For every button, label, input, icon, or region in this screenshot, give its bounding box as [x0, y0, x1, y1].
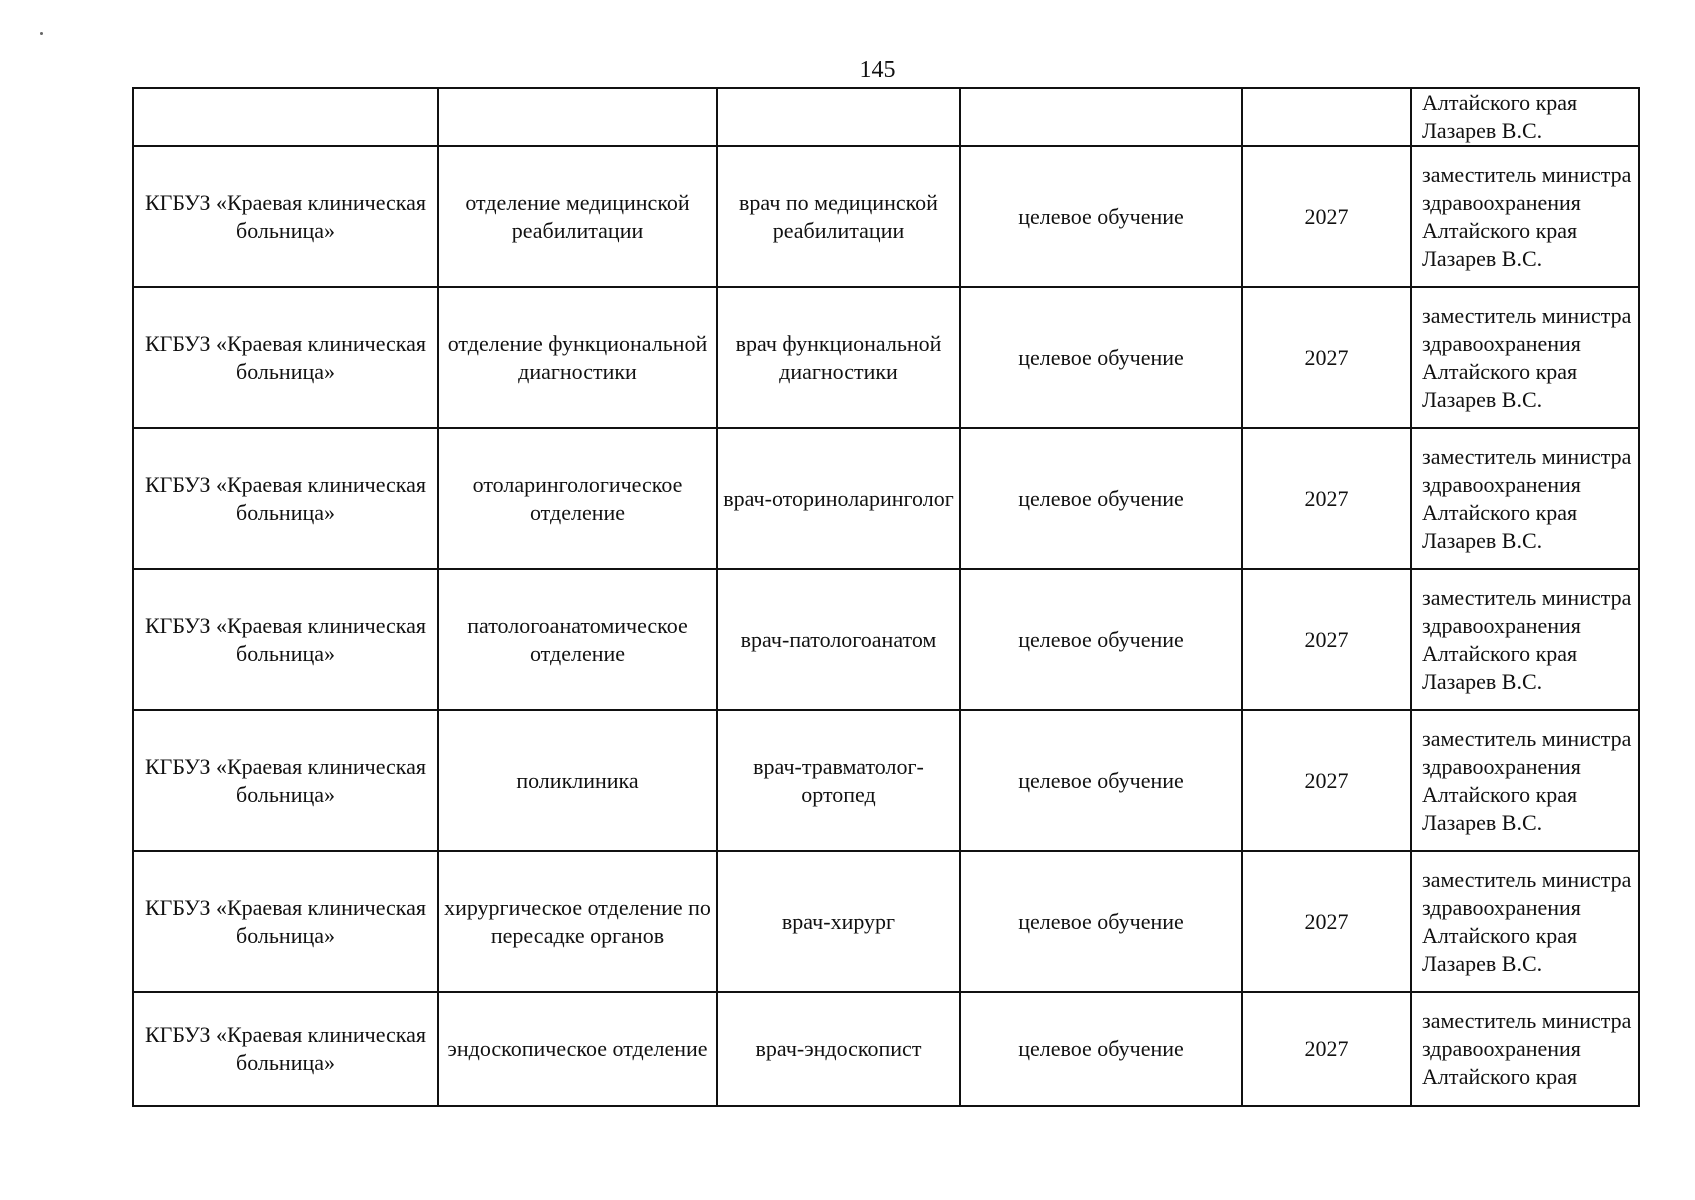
cell-org: КГБУЗ «Краевая клиническая больница»	[133, 851, 438, 992]
cell-position: врач функциональной диагностики	[717, 287, 960, 428]
cell-form: целевое обучение	[960, 710, 1242, 851]
table-row	[133, 146, 1639, 287]
staffing-table	[132, 87, 1640, 1107]
table-row	[133, 428, 1639, 569]
table-row	[133, 88, 1639, 146]
cell-position	[717, 88, 960, 146]
cell-form	[960, 88, 1242, 146]
table-row	[133, 992, 1639, 1106]
cell-year: 2027	[1242, 992, 1411, 1106]
cell-department: отделение медицинской реабилитации	[438, 146, 717, 287]
cell-org: КГБУЗ «Краевая клиническая больница»	[133, 146, 438, 287]
cell-position: врач-патологоанатом	[717, 569, 960, 710]
cell-form: целевое обучение	[960, 428, 1242, 569]
cell-department: патологоанатомическое отделение	[438, 569, 717, 710]
table-row	[133, 851, 1639, 992]
cell-form: целевое обучение	[960, 146, 1242, 287]
cell-responsible: заместитель министра здравоохранения Алтайского края Лазарев В.С.	[1411, 569, 1639, 710]
cell-org: КГБУЗ «Краевая клиническая больница»	[133, 287, 438, 428]
cell-form: целевое обучение	[960, 851, 1242, 992]
cell-form: целевое обучение	[960, 287, 1242, 428]
table-row	[133, 710, 1639, 851]
cell-department	[438, 88, 717, 146]
cell-form: целевое обучение	[960, 992, 1242, 1106]
cell-org	[133, 88, 438, 146]
scan-speck	[40, 32, 43, 35]
page-number: 145	[859, 57, 896, 83]
cell-responsible: заместитель министра здравоохранения Алтайского края	[1411, 992, 1639, 1106]
cell-org: КГБУЗ «Краевая клиническая больница»	[133, 569, 438, 710]
cell-responsible: заместитель министра здравоохранения Алтайского края Лазарев В.С.	[1411, 851, 1639, 992]
cell-position: врач по медицинской реабилитации	[717, 146, 960, 287]
cell-department: отоларингологическое отделение	[438, 428, 717, 569]
cell-year: 2027	[1242, 851, 1411, 992]
cell-year: 2027	[1242, 146, 1411, 287]
cell-position: врач-оториноларинголог	[717, 428, 960, 569]
cell-department: отделение функциональной диагностики	[438, 287, 717, 428]
cell-org: КГБУЗ «Краевая клиническая больница»	[133, 992, 438, 1106]
cell-form: целевое обучение	[960, 569, 1242, 710]
cell-responsible: заместитель министра здравоохранения Алтайского края Лазарев В.С.	[1411, 146, 1639, 287]
cell-department: эндоскопическое отделение	[438, 992, 717, 1106]
cell-year: 2027	[1242, 710, 1411, 851]
cell-responsible: заместитель министра здравоохранения Алтайского края Лазарев В.С.	[1411, 428, 1639, 569]
cell-position: врач-хирург	[717, 851, 960, 992]
cell-responsible: заместитель министра здравоохранения Алтайского края Лазарев В.С.	[1411, 710, 1639, 851]
cell-responsible: Алтайского края Лазарев В.С.	[1411, 88, 1639, 146]
cell-year	[1242, 88, 1411, 146]
cell-position: врач-травматолог-ортопед	[717, 710, 960, 851]
cell-org: КГБУЗ «Краевая клиническая больница»	[133, 710, 438, 851]
table-row	[133, 287, 1639, 428]
cell-department: хирургическое отделение по пересадке органов	[438, 851, 717, 992]
cell-position: врач-эндоскопист	[717, 992, 960, 1106]
cell-year: 2027	[1242, 287, 1411, 428]
table-row	[133, 569, 1639, 710]
cell-year: 2027	[1242, 428, 1411, 569]
cell-year: 2027	[1242, 569, 1411, 710]
cell-responsible: заместитель министра здравоохранения Алтайского края Лазарев В.С.	[1411, 287, 1639, 428]
cell-org: КГБУЗ «Краевая клиническая больница»	[133, 428, 438, 569]
cell-department: поликлиника	[438, 710, 717, 851]
